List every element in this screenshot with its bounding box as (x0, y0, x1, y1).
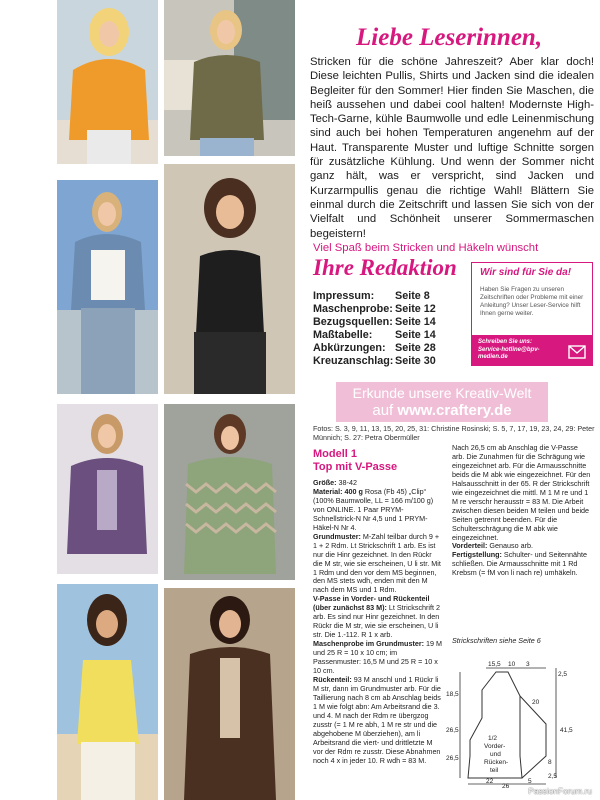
dim-label: 5 (528, 778, 532, 785)
instruction-label: Maschenprobe im Grundmuster: (313, 639, 425, 649)
dim-label: 26,5 (446, 727, 459, 734)
instruction-paragraph (313, 640, 443, 676)
instruction-paragraph (313, 533, 443, 596)
index-label: Maschenprobe: (313, 302, 393, 315)
instruction-text: Genauso arb. (487, 541, 533, 551)
instruction-text: 38-42 (336, 478, 357, 487)
service-body: Haben Sie Fragen zu unseren Zeitschriften oder Probleme mit einer Anleitung? Unser Leser-Service hilft Ihnen gerne weiter. (480, 286, 584, 317)
instruction-paragraph (313, 595, 443, 640)
dim-label: 2,5 (548, 773, 558, 780)
index-label: Maßtabelle: (313, 328, 373, 341)
dim-label: Vorder- (484, 743, 506, 750)
pattern-schematic (446, 660, 594, 788)
craftery-link[interactable]: www.craftery.de (397, 402, 512, 419)
index-page: Seite 30 (395, 354, 436, 367)
index-row (313, 290, 463, 303)
dim-label: 26,5 (446, 755, 459, 762)
dim-label: 1/2 (488, 735, 498, 742)
index-row (313, 316, 463, 329)
dim-label: 18,5 (446, 691, 459, 698)
instruction-label: V-Passe in Vorder- und Rückenteil (über zunächst 83 M): (313, 594, 430, 613)
index-label: Bezugsquellen: (313, 315, 393, 328)
greeting-heading: Liebe Leserinnen, (356, 24, 543, 51)
dim-label: 3 (526, 661, 530, 668)
photo-zigzag-sweater (164, 404, 295, 580)
instruction-label: Vorderteil: (452, 541, 488, 551)
dim-label: 41,5 (560, 727, 573, 734)
photo-brown-long-cardigan (164, 588, 295, 800)
instruction-label: Größe: (313, 478, 337, 487)
instruction-paragraph (313, 676, 443, 766)
model-title: Top mit V-Passe (313, 461, 398, 473)
service-contact-line3: medien.de (478, 354, 508, 360)
dim-label: 22 (486, 778, 494, 785)
dim-label: teil (490, 767, 499, 774)
instruction-text: 19 M und 25 R = 10 x 10 cm; im Passenmuster: 16,5 M und 25 R = 10 x 10 cm. (313, 639, 443, 676)
instruction-label: Rückenteil: (313, 674, 352, 684)
photo-yellow-crochet-top (57, 584, 158, 800)
photo-purple-cardigan (57, 404, 158, 574)
page-index (313, 290, 463, 367)
craftery-banner[interactable] (336, 382, 548, 422)
photo-credits: Fotos: S. 3, 9, 11, 13, 15, 20, 25, 31: Christine Rosinski; S. 5, 7, 17, 19, 23, 24, 29: Peter Münnich; S. 27: Petra Obermüller (313, 424, 595, 442)
photo-orange-knit-top (57, 0, 158, 164)
dim-label: und (490, 751, 501, 758)
mail-icon (568, 345, 586, 359)
dim-label: 2,5 (558, 671, 568, 678)
index-label: Abkürzungen: (313, 341, 386, 354)
craftery-line1: Erkunde unsere Kreativ-Welt (352, 385, 532, 401)
closing-line: Viel Spaß beim Stricken und Häkeln wünscht (313, 242, 539, 254)
watermark: PassionForum.ru (528, 786, 592, 796)
signature: Ihre Redaktion (313, 255, 457, 280)
dim-label: 15,5 (488, 661, 501, 668)
service-contact[interactable] (472, 335, 592, 365)
photo-blue-bolero (57, 180, 158, 394)
instruction-text: 93 M anschl und 1 Rückr li M str, dann im Grundmuster arb. Für die Taillierung nach 8 cm ab Anschlag beids 1 M wie folgt abn: Am Arbeitsrand die 3. und 4. M nach der Rdm re übergzog zusstr (= 1 M re abh, 1 M re str und die abgehobene M überziehen), am li Arbeitsrand die viert- und drittletzte M vor der Rdm re zusstr. Diese Abnahmen noch 4 x in jeder 10. R wdh = 83 M. (313, 674, 441, 765)
service-title: Wir sind für Sie da! (480, 267, 572, 278)
index-row (313, 303, 463, 316)
photo-green-tee (164, 0, 295, 156)
dim-label: 20 (532, 699, 540, 706)
instruction-paragraph (452, 551, 592, 578)
index-page: Seite 12 (395, 302, 436, 315)
instruction-paragraph (452, 444, 592, 542)
instruction-text: Lt Strickschrift 2 arb. Es sind nur Hinr gezeichnet. In den Rückr die M str, wie sie erscheinen, U li str. Die 1.-112. R 1 x arb. (313, 603, 441, 640)
craftery-line2 (336, 402, 548, 420)
instruction-label: Fertigstellung: (452, 550, 502, 560)
dim-label: 8 (548, 759, 552, 766)
index-page: Seite 14 (395, 328, 436, 341)
dim-label: 10 (508, 661, 516, 668)
index-page: Seite 28 (395, 341, 436, 354)
model-heading (313, 448, 397, 474)
intro-paragraph: Stricken für die schöne Jahreszeit? Aber klar doch! Diese leichten Pullis, Shirts und Jacken sind die idealen Begleiter für den Sommer! Hier finden Sie Maschen, die heiß aussehen und dabei cool halten! Modernste High-Tech-Garne, kühle Baumwolle und edle Leinenmischung sind auch bei hohen Temperaturen angenehm auf der Haut. Transparente Muster und luftige Schnitte sorgen für zusätzliche Kühlung. Und wenn der Sommer nicht ganz hält, was er verspricht, sind Jacken und Kurzarmpullis genau die richtige Wahl! Blättern Sie einmal durch die Zeitschrift und lassen Sie sich von der Vielfalt und Schönheit unserer Sommermaschen begeistern! (310, 56, 594, 240)
craftery-prefix: auf (372, 402, 398, 419)
index-row (313, 342, 463, 355)
service-contact-line2: Service-hotline@bpv- (478, 346, 540, 353)
chart-reference: Strickschriften siehe Seite 6 (452, 636, 541, 645)
reader-service-box (471, 262, 593, 366)
photo-black-sleeveless-top (164, 164, 295, 394)
index-page: Seite 14 (395, 315, 436, 328)
instruction-text: M-Zahl teilbar durch 9 + 1 + 2 Rdm. Lt Strickschrift 1 arb. Es ist nur die Hinr gezeichnet. In den Rückr die M str, wie sie erscheinen, U li str. Mit 1 Rdm und den vor dem MS beginnen, den MS stets wdh, enden mit den M nach dem MS und 1 Rdm. (313, 531, 441, 595)
index-label: Impressum: (313, 290, 375, 302)
instruction-label: Grundmuster: (313, 531, 361, 541)
index-label: Kreuzanschlag: (313, 354, 394, 367)
instructions-column-2 (452, 444, 592, 578)
instruction-label: Material: 400 g (313, 486, 363, 496)
dim-label: 26 (502, 783, 510, 788)
dim-label: Rücken- (484, 759, 509, 766)
instructions-column-1 (313, 479, 443, 766)
instruction-text: Schulter- und Seitennähte schließen. Die Armausschnitte mit 1 Rd Krebsm (= fM von li nach re) umhäkeln. (452, 550, 588, 578)
index-row (313, 329, 463, 342)
instruction-text: Rosa (Fb 45) „Clip“ (100% Baumwolle, LL = 166 m/100 g) von ONLINE. 1 Paar PRYM-Schnellstrick-N Nr 4,5 und 1 PRYM-Häkel-N Nr 4. (313, 486, 434, 532)
instruction-paragraph (313, 488, 443, 533)
model-number: Modell 1 (313, 448, 358, 460)
instruction-text: Nach 26,5 cm ab Anschlag die V-Passe arb. Die Zunahmen für die Schrägung wie eingezeichnet arb. Für die Armausschnitte beids die M abk wie eingezeichnet. Für den Halsausschnitt in der 65. R der Strickschrift wie eingezeichnet die mittl. M 1 M re und 1 M re verschr herausstr = 83 M. Die Arbeit zwischen diesen beiden M teilen und beide Seiten getrennt beenden. Für die Schulterschrägung die M abk wie eingezeichnet. (452, 443, 591, 542)
service-contact-line1: Schreiben Sie uns: (478, 339, 533, 345)
index-row (313, 355, 463, 368)
index-page: Seite 8 (395, 290, 430, 302)
